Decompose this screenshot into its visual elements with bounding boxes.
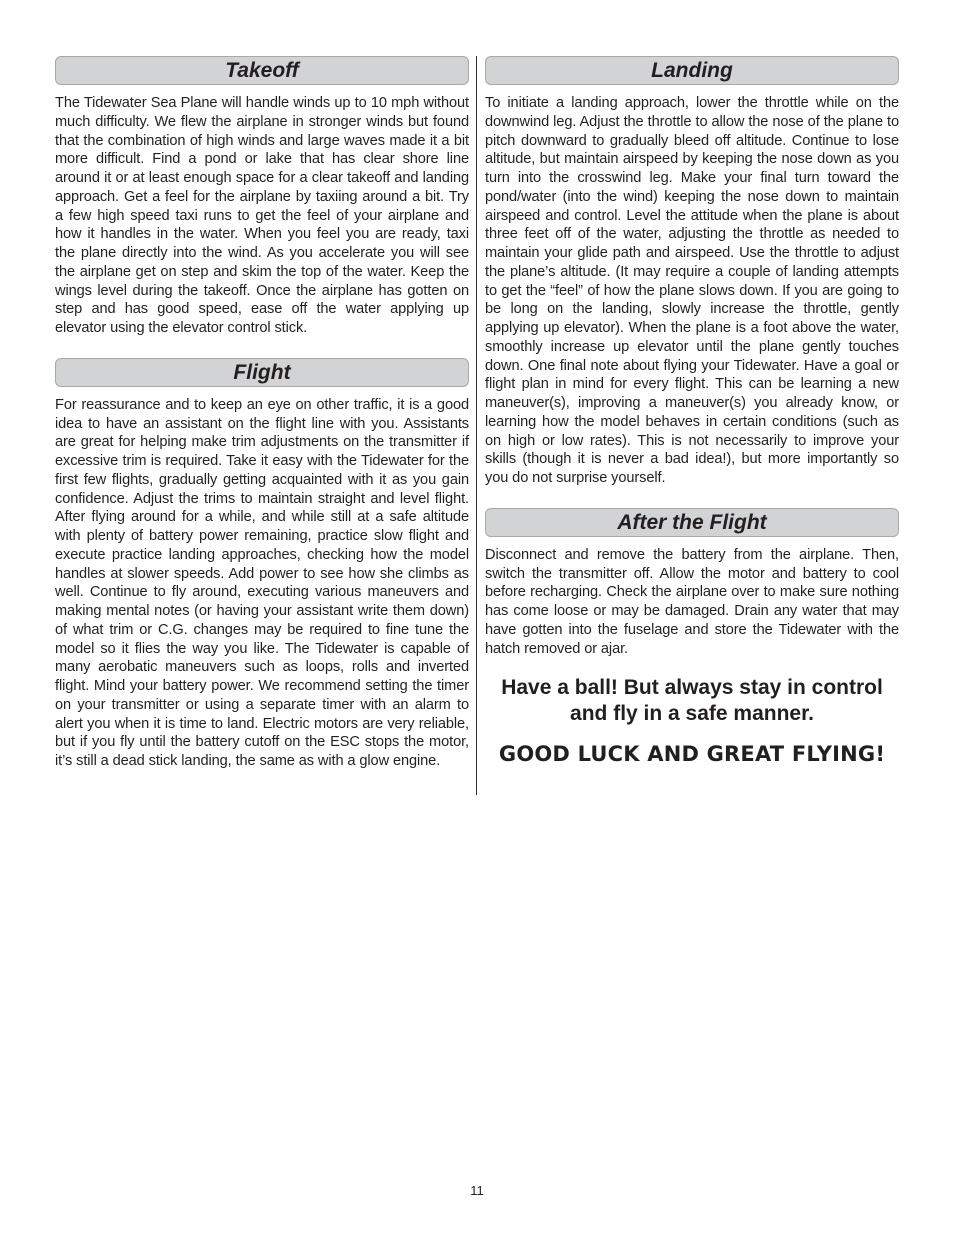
takeoff-body: The Tidewater Sea Plane will handle winds up to 10 mph without much difficulty. We flew the airplane in stronger winds but found that the combination of high winds and large waves made it a bit more difficult. Find a pond or lake that has clear shore line around it or at least enough space for a clear takeoff and landing approach. Get a feel for the airplane by taxiing around a bit. Try a few high speed taxi runs to get the feel of your airplane and how it handles in the water. When you feel you are ready, taxi the plane directly into the wind. As you accelerate you will see the airplane get on step and skim the top of the water. Keep the wings level during the takeoff. Once the airplane has gotten on step and has good speed, ease off the water applying up elevator using the elevator control stick. (55, 95, 469, 336)
landing-body: To initiate a landing approach, lower the throttle while on the downwind leg. Adjust the throttle to allow the nose of the plane to pitch downward to gradually bleed off altitude. Continue to lose altitude, but maintain airspeed by keeping the nose down as you turn into the crosswind leg. Make your final turn toward the pond/water (into the wind) keeping the nose down to maintain airspeed and control. Level the attitude when the plane is about three feet off of the water, adjusting the throttle as needed to maintain your glide path and airspeed. Use the throttle to adjust the plane’s altitude. (It may require a couple of landing attempts to get the “feel” of how the plane slows down. If you are going to be long on the landing, slowly increase the throttle, gently applying up elevator). When the plane is a foot above the water, smoothly increase up elevator until the plane gently touches down. One final note about flying your Tidewater. Have a goal or flight plan in mind for every flight. This can be learning a new maneuver(s), improving a maneuver(s) you already know, or learning how the model behaves in certain conditions (such as on high or low rates). This is not necessarily to improve your skills (though it is never a bad idea!), but more importantly so you do not surprise yourself. (485, 95, 899, 486)
after-flight-body: Disconnect and remove the battery from the airplane. Then, switch the transmitter off. Allow the motor and battery to cool before recharging. Check the airplane over to make sure nothing has come loose or may be damaged. Drain any water that may have gotten into the fuselage and store the Tidewater with the hatch removed or ajar. (485, 546, 899, 657)
left-column (55, 56, 469, 771)
page-number: 11 (470, 1183, 484, 1198)
after-flight-heading: After the Flight (485, 508, 899, 537)
safety-slogan: Have a ball! But always stay in control and fly in a safe manner. (501, 676, 883, 726)
takeoff-heading: Takeoff (55, 56, 469, 85)
closing-message: GOOD LUCK AND GREAT FLYING! (498, 742, 886, 767)
flight-body: For reassurance and to keep an eye on other traffic, it is a good idea to have an assistant on the flight line with you. Assistants are great for helping make trim adjustments on the transmitter if excessive trim is required. Take it easy with the Tidewater for the first few flights, gradually getting acquainted with it as you gain confidence. Adjust the trims to maintain straight and level flight. After flying around for a while, and while still at a safe altitude with plenty of battery power remaining, practice slow flight and execute practice landing approaches, checking how the model handles at slower speeds. Add power to see how she climbs as well. Continue to fly around, executing various maneuvers and making mental notes (or having your assistant write them down) of what trim or C.G. changes may be required to fine tune the model so it flies the way you like. The Tidewater is capable of many aerobatic maneuvers such as loops, rolls and inverted flight. Mind your battery power. We recommend setting the timer on your transmitter or using a separate timer with an alarm to alert you when it is time to land. Electric motors are very reliable, but if you fly until the battery cutoff on the ESC stops the motor, it’s still a dead stick landing, the same as with a glow engine. (55, 396, 469, 769)
right-column (485, 56, 899, 766)
column-divider (476, 56, 477, 795)
flight-heading: Flight (55, 358, 469, 387)
landing-heading: Landing (485, 56, 899, 85)
